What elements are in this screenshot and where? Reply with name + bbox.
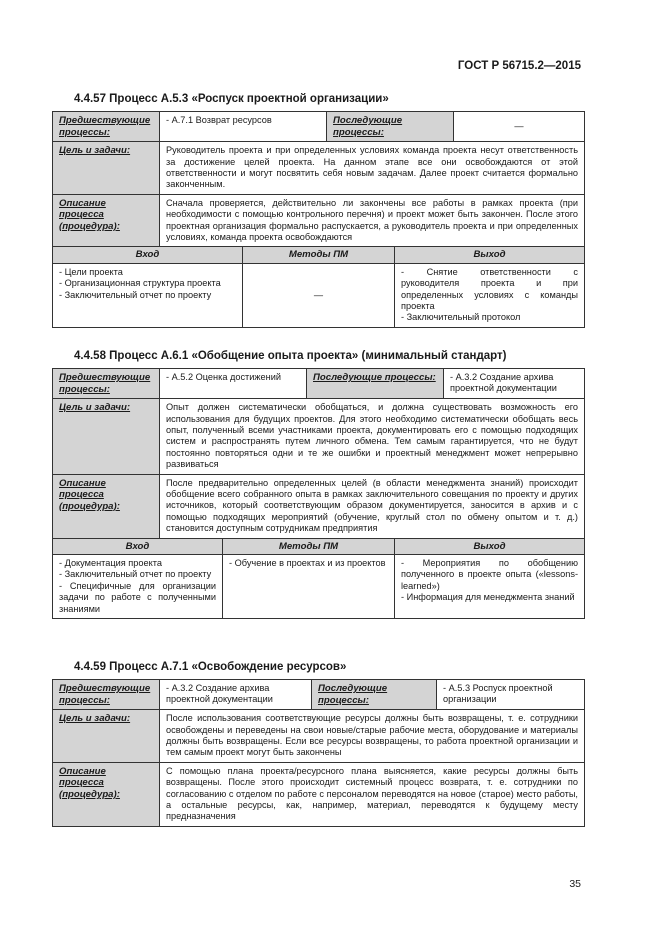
successor-value: - А.5.3 Роспуск проектной организации bbox=[437, 680, 585, 710]
goal-label: Цель и задачи: bbox=[53, 399, 160, 474]
methods-header: Методы ПМ bbox=[223, 538, 395, 554]
description-label: Описание процесса (процедура): bbox=[53, 762, 160, 826]
goal-text: После использования соответствующие ресурсы должны быть возвращены, т. е. сотрудники освобождены и переведены на свои новые/старые рабочие места, оборудование и материалы должны быть возвращены. Если все ресурсы возвращены, то работа проектной организации и тем самым проект могут быть закончены bbox=[160, 710, 585, 763]
output-header: Выход bbox=[395, 538, 585, 554]
section-4-4-59 bbox=[52, 661, 584, 827]
input-item: - Цели проекта bbox=[59, 266, 123, 277]
successor-label: Последующие процессы: bbox=[312, 680, 437, 710]
output-header: Выход bbox=[395, 247, 585, 263]
output-cell bbox=[395, 263, 585, 327]
section-title: 4.4.59 Процесс А.7.1 «Освобождение ресурсов» bbox=[74, 661, 347, 673]
input-header: Вход bbox=[53, 247, 243, 263]
description-text: С помощью плана проекта/ресурсного плана выясняется, какие ресурсы должны быть возвращены. После этого происходит системный процесс возврата, т. е. сотрудники по согласованию с отделом по работе с персоналом переводятся на новое (старое) место работы, а остальные ресурсы, как, например, материал, переводятся к будущему месту предназначения bbox=[160, 762, 585, 826]
methods-cell bbox=[223, 555, 395, 619]
goal-label: Цель и задачи: bbox=[53, 142, 160, 195]
goal-text: Опыт должен систематически обобщаться, и должна существовать возможность его использования для будущих проектов. Для этого необходимо систематически обобщать весь опыт, полученный всеми участниками проекта, документировать его с помощью подходящих систем и распространять путем личного обмена. Тем самым гарантируется, что не будут постоянно повторяться одни и те же ошибки и проектный менеджмент может непрерывно развиваться bbox=[160, 399, 585, 474]
process-table bbox=[52, 111, 585, 247]
section-title: 4.4.58 Процесс А.6.1 «Обобщение опыта проекта» (минимальный стандарт) bbox=[74, 350, 507, 362]
section-4-4-58 bbox=[52, 350, 584, 619]
section-title: 4.4.57 Процесс А.5.3 «Роспуск проектной организации» bbox=[74, 93, 389, 105]
predecessor-label: Предшествующие процессы: bbox=[53, 680, 160, 710]
description-label: Описание процесса (процедура): bbox=[53, 194, 160, 247]
successor-value: — bbox=[454, 112, 585, 142]
methods-cell bbox=[243, 263, 395, 327]
output-cell bbox=[395, 555, 585, 619]
successor-label: Последующие процессы: bbox=[307, 369, 444, 399]
methods-header: Методы ПМ bbox=[243, 247, 395, 263]
process-table bbox=[52, 368, 585, 539]
description-text: Сначала проверяется, действительно ли закончены все работы в рамках проекта (при необходимости с помощью контрольного перечня) и проект может быть закончен. После этого проектная организация формально распускается, а руководитель проекта и при определенных условиях, команда проекта освобождаются bbox=[160, 194, 585, 247]
goal-text: Руководитель проекта и при определенных условиях команда проекта несут ответственность за достижение целей проекта. На данном этапе все они освобождаются от этой ответственности и могут посвятить себя новым задачам. Далее проект считается формально законченным. bbox=[160, 142, 585, 195]
page-number: 35 bbox=[569, 878, 581, 890]
predecessor-label: Предшествующие процессы: bbox=[53, 369, 160, 399]
input-cell bbox=[53, 555, 223, 619]
input-item: - Заключительный отчет по проекту bbox=[59, 569, 212, 580]
successor-value: - А.3.2 Создание архива проектной документации bbox=[444, 369, 585, 399]
description-text: После предварительно определенных целей (в области менеджмента знаний) происходит обобщение всего собранного опыта в рамках заключительного совещания по проекту и других источников, который соответствующим образом документируется, заносится в архив и с помощью подходящих мероприятий (обучение, круглый стол по обмену опытом и т. д.) становится доступным сотрудникам предприятия bbox=[160, 474, 585, 538]
process-table bbox=[52, 679, 585, 827]
input-item: - Документация проекта bbox=[59, 558, 162, 569]
successor-label: Последующие процессы: bbox=[327, 112, 454, 142]
document-id: ГОСТ Р 56715.2—2015 bbox=[457, 60, 581, 72]
predecessor-value: - А.3.2 Создание архива проектной документации bbox=[160, 680, 312, 710]
description-label: Описание процесса (процедура): bbox=[53, 474, 160, 538]
section-4-4-57 bbox=[52, 93, 584, 328]
output-item: - Информация для менеджмента знаний bbox=[401, 592, 575, 603]
predecessor-label: Предшествующие процессы: bbox=[53, 112, 160, 142]
io-table bbox=[52, 538, 585, 619]
input-cell bbox=[53, 263, 243, 327]
goal-label: Цель и задачи: bbox=[53, 710, 160, 763]
output-item: - Мероприятия по обобщению полученного в проекте опыта («lessons-learned») bbox=[401, 558, 578, 591]
predecessor-value: - А.5.2 Оценка достижений bbox=[160, 369, 307, 399]
method-item: - Обучение в проектах и из проектов bbox=[229, 558, 386, 569]
input-header: Вход bbox=[53, 538, 223, 554]
method-item: — bbox=[313, 289, 324, 300]
output-item: - Заключительный протокол bbox=[401, 312, 521, 323]
output-item: - Снятие ответственности с руководителя проекта и при определенных условиях с команды проекта bbox=[401, 266, 578, 312]
input-item: - Заключительный отчет по проекту bbox=[59, 289, 212, 300]
io-table bbox=[52, 246, 585, 327]
input-item: - Специфичные для организации задачи по работе с полученными знаниями bbox=[59, 580, 216, 614]
input-item: - Организационная структура проекта bbox=[59, 278, 221, 289]
predecessor-value: - А.7.1 Возврат ресурсов bbox=[160, 112, 327, 142]
